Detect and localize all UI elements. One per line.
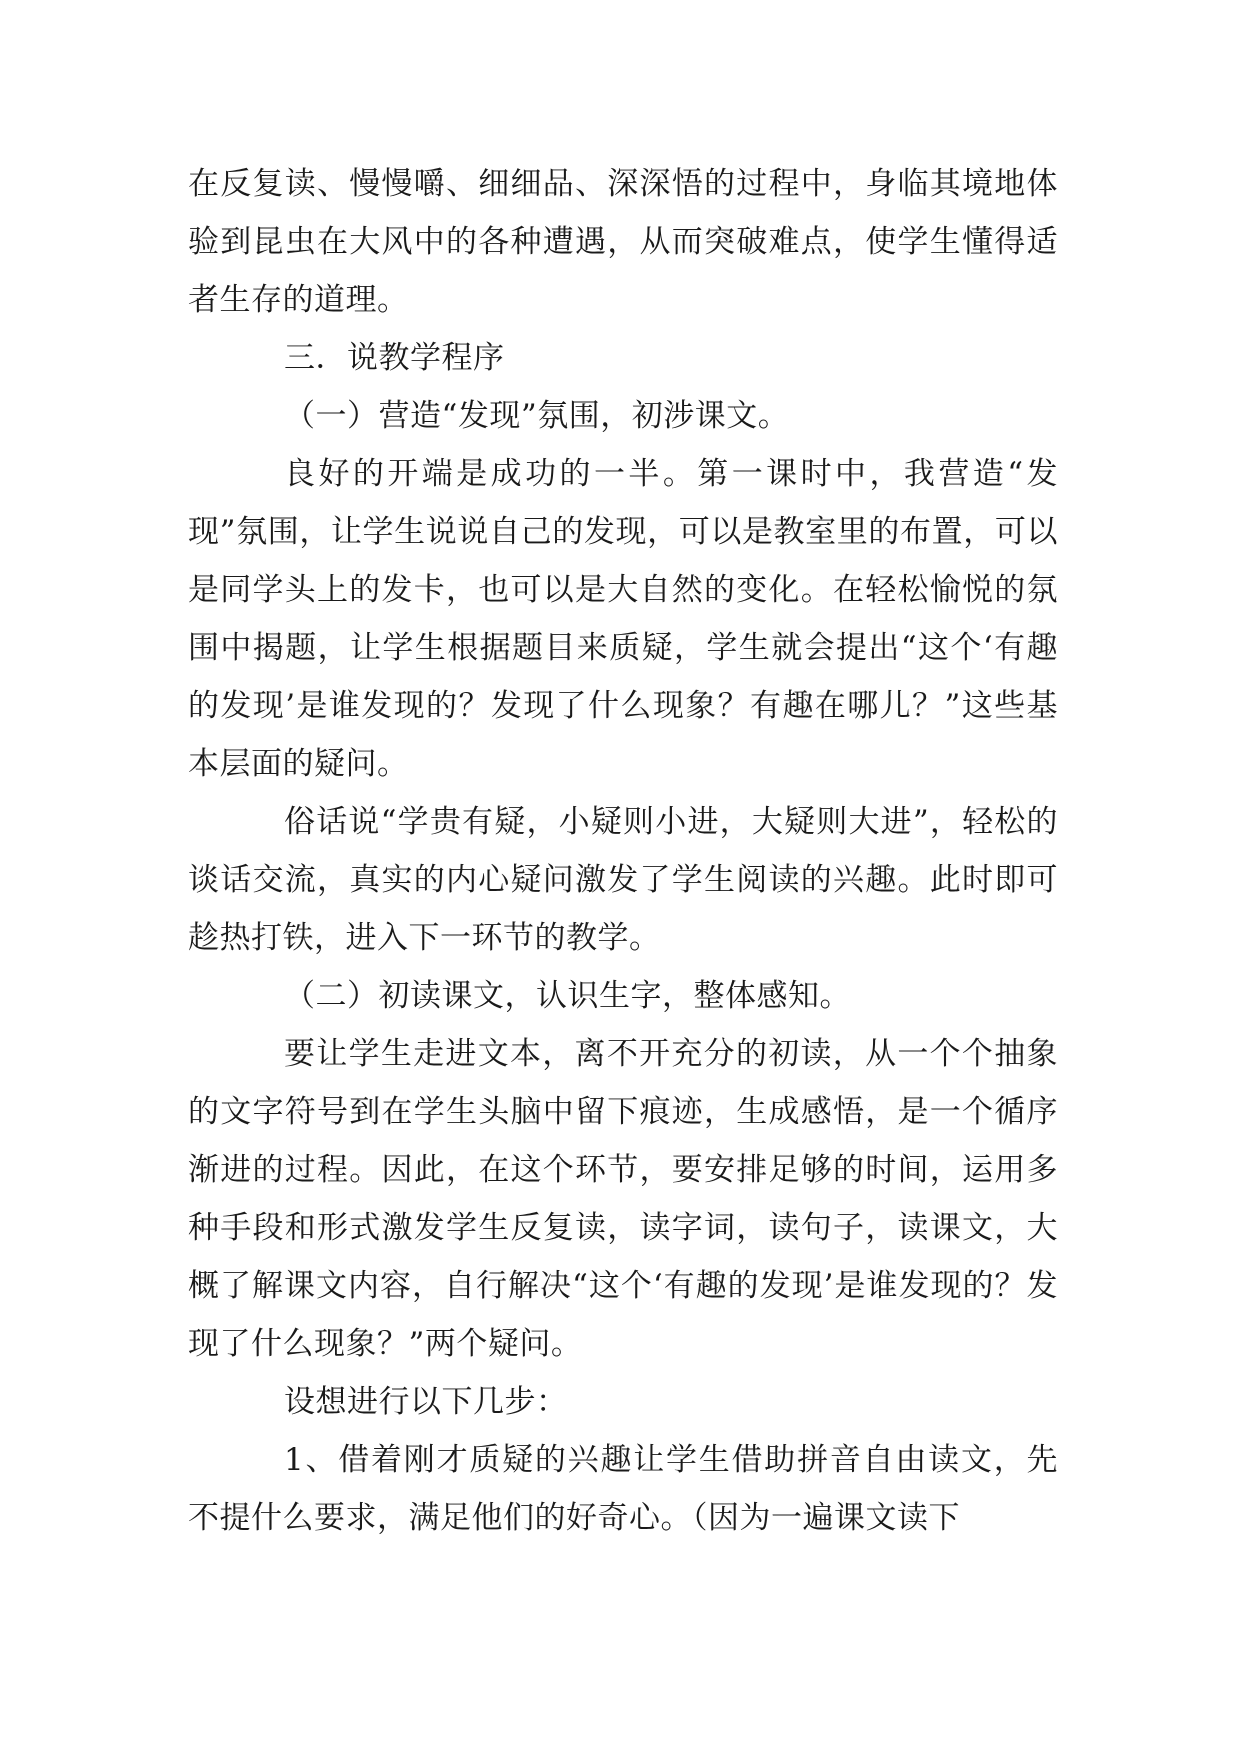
paragraph-1: 在反复读、慢慢嚼、细细品、深深悟的过程中，身临其境地体验到昆虫在大风中的各种遭遇，从而突破难点，使学生懂得适者生存的道理。	[188, 166, 1058, 318]
paragraph-6: 1、借着刚才质疑的兴趣让学生借助拼音自由读文，先不提什么要求，满足他们的好奇心。（因为一遍课文读下	[188, 1442, 1058, 1536]
paragraph-5: 设想进行以下几步：	[284, 1384, 568, 1420]
document-body	[188, 155, 1058, 1547]
subsection-heading-1: （一）营造“发现”氛围，初涉课文。	[284, 398, 790, 434]
paragraph-2: 良好的开端是成功的一半。第一课时中，我营造“发现”氛围，让学生说说自己的发现，可以是教室里的布置，可以是同学头上的发卡，也可以是大自然的变化。在轻松愉悦的氛围中揭题，让学生根据题目来质疑，学生就会提出“这个‘有趣的发现’是谁发现的？发现了什么现象？有趣在哪儿？”这些基本层面的疑问。	[188, 456, 1058, 782]
section-heading-teaching-procedure: 三．说教学程序	[284, 340, 505, 376]
paragraph-4: 要让学生走进文本，离不开充分的初读，从一个个抽象的文字符号到在学生头脑中留下痕迹，生成感悟，是一个循序渐进的过程。因此，在这个环节，要安排足够的时间，运用多种手段和形式激发学生反复读，读字词，读句子，读课文，大概了解课文内容，自行解决“这个‘有趣的发现’是谁发现的？发现了什么现象？”两个疑问。	[188, 1036, 1058, 1362]
paragraph-3: 俗话说“学贵有疑，小疑则小进，大疑则大进”，轻松的谈话交流，真实的内心疑问激发了学生阅读的兴趣。此时即可趁热打铁，进入下一环节的教学。	[188, 804, 1058, 956]
subsection-heading-2: （二）初读课文，认识生字，整体感知。	[284, 978, 851, 1014]
